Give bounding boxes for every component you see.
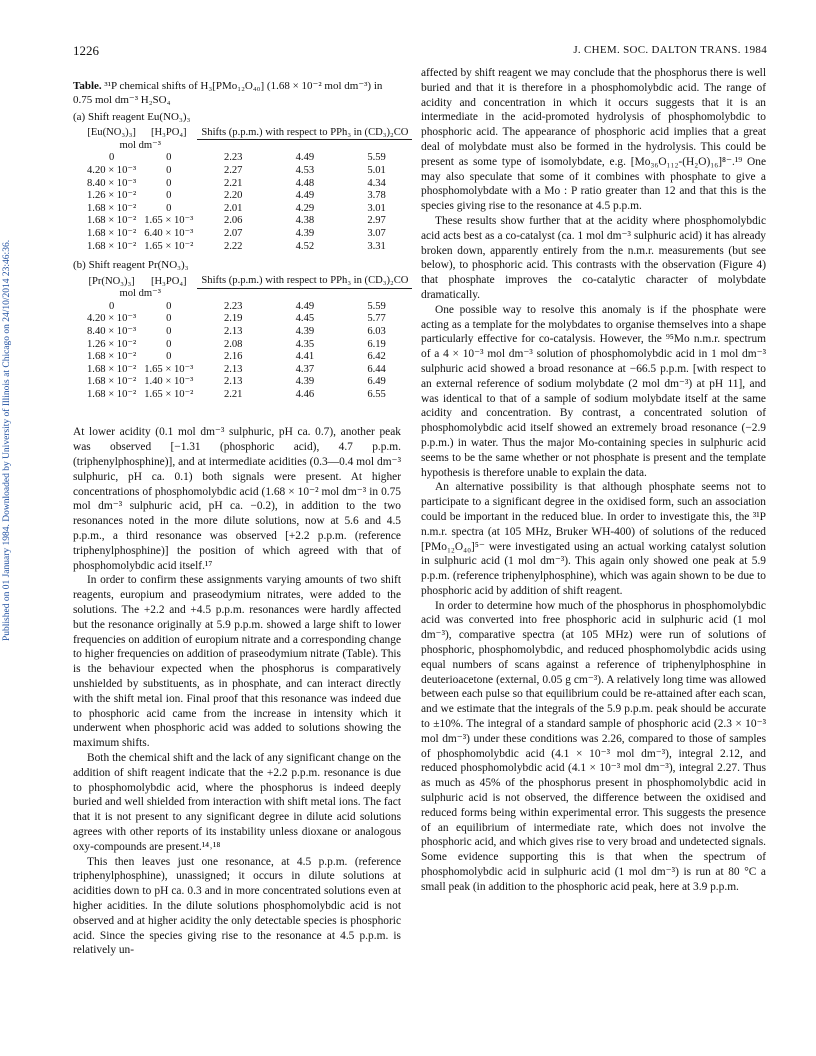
cell-shift-1: 2.01 [223, 202, 243, 214]
table-row [83, 376, 412, 389]
left-body [73, 425, 401, 958]
col-header-reagent: [Eu(NO₃)₃] [87, 127, 136, 139]
cell-phosphate-conc: 1.65 × 10⁻² [144, 240, 194, 252]
cell-shift-2: 4.39 [295, 228, 315, 240]
cell-phosphate-conc: 1.65 × 10⁻² [144, 388, 194, 400]
cell-shift-3: 6.42 [367, 351, 386, 363]
units-row [83, 288, 412, 301]
cell-shift-2: 4.41 [295, 351, 315, 363]
cell-shift-2: 4.52 [295, 240, 315, 252]
table-row [83, 326, 412, 339]
cell-shift-1: 2.19 [223, 313, 243, 325]
cell-shift-3: 5.59 [367, 300, 386, 312]
cell-shift-1: 2.13 [223, 325, 243, 337]
download-notice[interactable]: Published on 01 January 1984. Downloaded by University of Illinois at Chicago on 24/10/2014 23:46:36. [2, 239, 12, 641]
cell-reagent-conc: 1.68 × 10⁻² [87, 240, 137, 252]
cell-shift-3: 3.78 [367, 190, 386, 202]
section-spacer [73, 253, 401, 255]
cell-shift-2: 4.53 [295, 165, 315, 177]
table-caption-text: ³¹P chemical shifts of H₃[PMo₁₂O₄₀] (1.68 × 10⁻² mol dm⁻³) in 0.75 mol dm⁻³ H₂SO₄ [73, 80, 383, 106]
cell-shift-2: 4.49 [295, 300, 315, 312]
body-paragraph: Both the chemical shift and the lack of any significant change on the addition of shift reagent indicate that the +2.2 p.p.m. resonance is due to phosphomolybdic acid, where the phosphorus is indeed deeply buried and well shielded from interaction with shift metal ions. The fact that it is not present to any significant degree in dilute acid solutions agrees with other reports of its instability unless dioxane or analogous oxy-compounds are present.¹⁴˒¹⁸ [73, 752, 401, 853]
cell-phosphate-conc: 6.40 × 10⁻³ [144, 228, 194, 240]
cell-shift-2: 4.49 [295, 152, 315, 164]
cell-shift-2: 4.35 [295, 338, 315, 350]
cell-shift-1: 2.06 [223, 215, 243, 227]
cell-shift-2: 4.46 [295, 388, 315, 400]
cell-shift-3: 6.55 [367, 388, 386, 400]
cell-shift-1: 2.16 [223, 351, 243, 363]
cell-reagent-conc: 4.20 × 10⁻³ [87, 165, 137, 177]
cell-phosphate-conc: 0 [166, 165, 172, 177]
cell-phosphate-conc: 0 [166, 313, 172, 325]
cell-shift-3: 6.44 [367, 363, 386, 375]
cell-shift-1: 2.13 [223, 363, 243, 375]
cell-shift-1: 2.21 [223, 388, 243, 400]
cell-reagent-conc: 4.20 × 10⁻³ [87, 313, 137, 325]
cell-shift-3: 6.49 [367, 376, 386, 388]
cell-phosphate-conc: 0 [166, 338, 172, 350]
running-head: J. CHEM. SOC. DALTON TRANS. 1984 [573, 44, 767, 56]
cell-reagent-conc: 1.68 × 10⁻² [87, 215, 137, 227]
cell-shift-2: 4.48 [295, 177, 315, 189]
shift-table [83, 275, 412, 401]
cell-shift-2: 4.37 [295, 363, 315, 375]
right-column [421, 66, 766, 895]
left-column [73, 80, 409, 958]
col-header-phosphate: [H₃PO₄] [150, 127, 187, 139]
col-header-shifts: Shifts (p.p.m.) with respect to PPh₃ in (CD₃)₂CO [201, 275, 409, 287]
cell-reagent-conc: 0 [108, 152, 115, 164]
cell-shift-3: 4.34 [367, 177, 386, 189]
units-label: mol dm⁻³ [119, 139, 161, 151]
table-row [83, 165, 412, 178]
cell-reagent-conc: 1.26 × 10⁻² [87, 190, 137, 202]
table-row [83, 364, 412, 377]
cell-reagent-conc: 1.68 × 10⁻² [87, 202, 137, 214]
cell-reagent-conc: 8.40 × 10⁻³ [87, 325, 137, 337]
table-row [83, 351, 412, 364]
table-row [83, 203, 412, 216]
cell-reagent-conc: 1.68 × 10⁻² [87, 228, 137, 240]
cell-phosphate-conc: 1.40 × 10⁻³ [144, 376, 194, 388]
units-label: mol dm⁻³ [119, 288, 161, 300]
cell-phosphate-conc: 0 [166, 152, 172, 164]
cell-shift-2: 4.39 [295, 325, 315, 337]
body-paragraph: affected by shift reagent we may conclude that the phosphorus there is well buried and that it is therefore in a phosphomolybdic acid. The range of acidity and concentration in which it occurs suggests that it is an intermediate in the acid-promoted hydrolysis of phosphomolybdic to phosphoric acid. The appearance of phosphoric acid implies that a great deal of molybdate must also be formed in the hydrolysis. This could be present as some type of isomolybdate, e.g. [Mo₃₆O₁₁₂-(H₂O)₁₆]⁸⁻.¹⁹ One may also speculate that some of it combines with phosphate to give a phosphomolybdate with a Mo : P ratio greater than 12 and that this is the species giving rise to the resonance at 4.5 p.p.m. [421, 67, 766, 213]
body-paragraph: One possible way to resolve this anomaly is if the phosphate were acting as a template for the molybdates to organise themselves into a shape particularly effective for co-catalysis. However, the ⁹⁵Mo n.m.r. spectrum of a 4 × 10⁻³ mol dm⁻³ solution of phosphomolybdic acid in 1 mol dm⁻³ sulphuric acid showed a broad resonance at −66.5 p.p.m. [with respect to an external reference of sodium molybdate (2 mol dm⁻³) at pH 11], and was identical to that of a sample of sodium molybdate itself at the same acidity and concentration. By contrast, a concentrated solution of phosphomolybdic acid itself showed an extremely broad resonance (−2.9 p.p.m.) in water. Thus the major Mo-containing species in sulphuric acid seems to be the same whether or not phosphate is present and the template hypothesis is therefore unable to explain the data. [421, 303, 766, 479]
table-caption-label: Table. [73, 80, 102, 92]
cell-shift-1: 2.07 [223, 228, 243, 240]
cell-shift-3: 3.01 [367, 202, 386, 214]
col-header-phosphate: [H₃PO₄] [150, 275, 187, 287]
body-paragraph: These results show further that at the acidity where phosphomolybdic acid acts best as a co-catalyst (ca. 1 mol dm⁻³ sulphuric acid) it has already broken down, apparently entirely from the n.m.r. measurements (but see below), to phosphoric acid. This contrasts with the observation (Figure 4) that phosphate improves the co-catalytic character of molybdate dramatically. [421, 214, 766, 301]
cell-shift-3: 3.07 [367, 228, 386, 240]
body-paragraph: This then leaves just one resonance, at 4.5 p.p.m. (reference triphenylphosphine), unassigned; it occurs in dilute solutions at acidities down to pH ca. 0.3 and in more concentrated solutions even at higher acidities. In the dilute solutions phosphomolybdic acid is not observed and at higher acidity the only detectable species is phosphoric acid. Since the species giving rise to the resonance at 4.5 p.p.m. is relatively un- [73, 855, 401, 957]
table-header-row [83, 127, 412, 140]
col-header-reagent: [Pr(NO₃)₃] [88, 275, 135, 287]
cell-shift-1: 2.08 [223, 338, 243, 350]
cell-shift-3: 5.77 [367, 313, 386, 325]
cell-reagent-conc: 1.26 × 10⁻² [87, 338, 137, 350]
table-row [83, 228, 412, 241]
cell-reagent-conc: 8.40 × 10⁻³ [87, 177, 137, 189]
cell-reagent-conc: 1.68 × 10⁻² [87, 388, 137, 400]
page-number: 1226 [73, 43, 99, 58]
col-header-shifts: Shifts (p.p.m.) with respect to PPh₃ in (CD₃)₂CO [201, 126, 409, 138]
cell-phosphate-conc: 0 [166, 300, 172, 312]
table-row [83, 241, 412, 254]
cell-reagent-conc: 1.68 × 10⁻² [87, 363, 137, 375]
cell-shift-2: 4.39 [295, 376, 315, 388]
cell-shift-1: 2.13 [223, 376, 243, 388]
body-paragraph: An alternative possibility is that although phosphate seems not to participate to a significant degree in the oxidised form, such an association could be important in the reduced blue. In order to investigate this, the ³¹P n.m.r. spectra (at 105 MHz, Bruker WH-400) of solutions of the reduced [PMo₁₂O₄₀]⁵⁻ were investigated using an actual working catalyst solution in sulphuric acid (1 mol dm⁻³). This again only showed one peak at 5.9 p.p.m. (reference triphenylphosphine), which was again shown to be due to phosphoric acid by addition of shift reagent. [421, 481, 766, 597]
table-section-label: (b) Shift reagent Pr(NO₃)₃ [73, 259, 189, 272]
cell-reagent-conc: 0 [108, 300, 115, 312]
cell-shift-3: 5.01 [367, 165, 386, 177]
cell-shift-1: 2.23 [223, 152, 243, 164]
table-row [83, 152, 412, 165]
cell-phosphate-conc: 0 [166, 351, 172, 363]
table-row [83, 301, 412, 314]
table-row [83, 190, 412, 203]
cell-shift-1: 2.22 [223, 240, 243, 252]
header-rule [197, 288, 412, 301]
cell-shift-2: 4.45 [295, 313, 315, 325]
cell-phosphate-conc: 0 [166, 325, 172, 337]
cell-shift-1: 2.27 [223, 165, 243, 177]
body-paragraph: At lower acidity (0.1 mol dm⁻³ sulphuric, pH ca. 0.7), another peak was observed [−1.31 (phosphoric acid), 4.7 p.p.m. (triphenylphosphine)], and at intermediate acidities (0.3—0.4 mol dm⁻³ sulphuric, pH ca. 0.1) both signals were present. At higher concentrations of phosphomolybdic acid (1.68 × 10⁻² mol dm⁻³ in 0.75 mol dm⁻³ sulphuric acid, pH ca. −0.2), in addition to the two resonances noted in the more dilute solutions, now at 5.6 and 4.5 p.p.m., a third resonance was observed [+2.2 p.p.m. (reference triphenylphosphine)] the position of which agreed with that of phosphomolybdic acid itself.¹⁷ [73, 426, 401, 572]
table-row [83, 389, 412, 402]
table-row [83, 313, 412, 326]
cell-phosphate-conc: 0 [166, 177, 172, 189]
cell-shift-3: 3.31 [367, 240, 386, 252]
units-row [83, 140, 412, 153]
table-row [83, 215, 412, 228]
shift-table [83, 127, 412, 253]
cell-shift-3: 5.59 [367, 152, 386, 164]
table-header-row [83, 275, 412, 288]
cell-reagent-conc: 1.68 × 10⁻² [87, 376, 137, 388]
cell-phosphate-conc: 0 [166, 190, 172, 202]
cell-shift-3: 6.19 [367, 338, 386, 350]
cell-shift-2: 4.38 [295, 215, 315, 227]
table-caption [73, 80, 401, 107]
table-row [83, 178, 412, 191]
cell-shift-1: 2.23 [223, 300, 243, 312]
cell-shift-2: 4.29 [295, 202, 315, 214]
table-host [73, 110, 409, 401]
cell-phosphate-conc: 0 [166, 202, 172, 214]
cell-shift-1: 2.20 [223, 190, 243, 202]
table-section-label: (a) Shift reagent Eu(NO₃)₃ [73, 111, 191, 123]
body-paragraph: In order to determine how much of the phosphorus in phosphomolybdic acid was converted into free phosphoric acid in sulphuric acid (1 mol dm⁻³), comparative spectra (at 105 MHz) were run of solutions of phosphoric, phosphomolybdic, and reduced phosphomolybdic acids using equal numbers of scans against a reference of triphenylphosphine in deuterioacetone (external, 0.05 g cm⁻³). A relatively long time was allowed between each pulse so that equilibrium could be re-attained after each scan, and we estimate that the integrals of the 5.9 p.p.m. peak should be accurate to ±10%. The integral of a standard sample of phosphoric acid (2.3 × 10⁻³ mol dm⁻³) under these conditions was 2.26, compared to those of samples of phosphomolybdic acid (4.1 × 10⁻³ mol dm⁻³), integral 2.12, and reduced phosphomolybdic acid (4.1 × 10⁻³ mol dm⁻³), integral 2.27. Thus as much as 45% of the phosphorus present in phosphomolybdic acid in sulphuric acid is not observed, the difference between the oxidised and reduced forms being within experimental error. This suggests the presence of an equilibrium of intermediate rate, which does not involve the phosphoric acid, and which gives rise to very broad and undetected signals. Some evidence supporting this is that when the spectrum of phosphomolybdic acid in sulphuric acid (1 mol dm⁻³) is run at 80 °C a small peak (in addition to the phosphoric acid peak, here at 3.9 p.p.m. [421, 599, 766, 893]
cell-shift-3: 2.97 [367, 215, 386, 227]
body-paragraph: In order to confirm these assignments varying amounts of two shift reagents, europium and praseodymium nitrates, were added to the solutions. The +2.2 and +4.5 p.p.m. resonances were hardly affected but the resonance originally at 5.9 p.p.m. showed a large shift to lower frequencies on addition of europium nitrate and a corresponding change to higher frequencies on addition of praseodymium nitrate (Table). This is the behaviour expected when the phosphorus is comparatively unshielded by substituents, as in phosphate, and can interact directly with the shift metal ion. Final proof that this resonance was indeed due to phosphoric acid came from the increase in intensity which it underwent when phosphoric acid was added to solutions showing the maximum shifts. [73, 574, 401, 750]
cell-shift-3: 6.03 [367, 325, 386, 337]
cell-reagent-conc: 1.68 × 10⁻² [87, 351, 137, 363]
cell-shift-1: 2.21 [223, 177, 243, 189]
header-rule [197, 140, 412, 153]
cell-phosphate-conc: 1.65 × 10⁻³ [144, 363, 194, 375]
table-row [83, 339, 412, 352]
cell-phosphate-conc: 1.65 × 10⁻³ [144, 215, 194, 227]
cell-shift-2: 4.49 [295, 190, 315, 202]
